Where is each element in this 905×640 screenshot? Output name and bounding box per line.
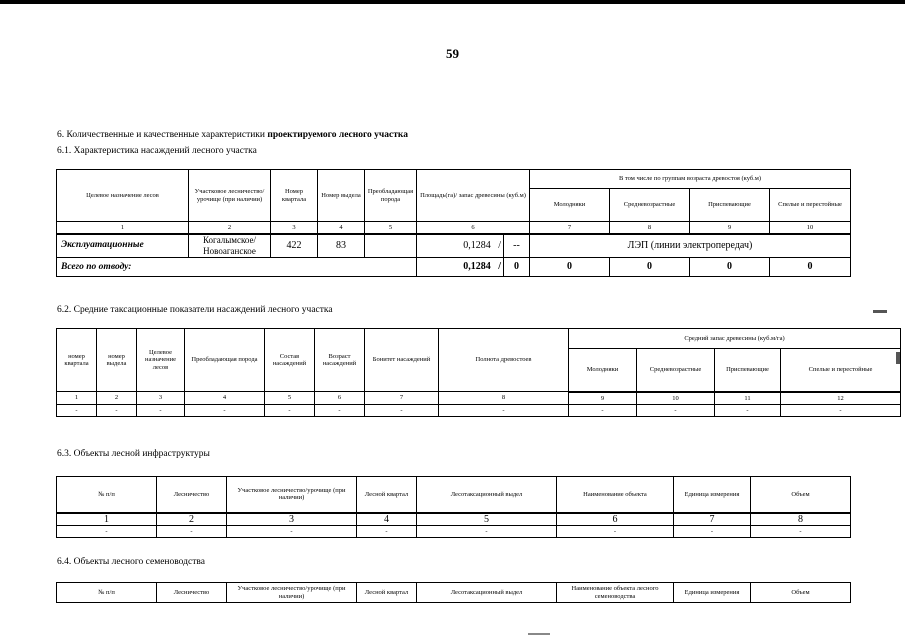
page-number: 59	[446, 46, 459, 61]
col-number: 10	[770, 222, 851, 234]
table-cell: 6	[557, 513, 674, 526]
scan-speck	[873, 310, 887, 313]
total-area	[417, 258, 504, 277]
header-quarter: номер квартала	[57, 329, 97, 392]
header-species: Преобладающая порода	[365, 170, 417, 222]
table-cell: 8	[751, 513, 851, 526]
header-volume: Объем	[751, 583, 851, 603]
header-forestry: Лесничество	[157, 583, 227, 603]
header-object: Наименование объекта лесного семеноводства	[557, 583, 674, 603]
table-cell: 5	[417, 513, 557, 526]
header-district: Участковое лесничество/урочище (при наличии)	[227, 477, 357, 513]
header-mature: Спелые и перестойные	[770, 189, 851, 222]
total-area-value: 0,1284	[463, 261, 491, 273]
table-cell: 4	[357, 513, 417, 526]
table-cell: -	[557, 526, 674, 538]
header-middle: Средневозрастные	[610, 189, 690, 222]
header-density: Полнота древостоев	[439, 329, 569, 392]
table-cell: 5	[265, 392, 315, 405]
table-cell: 3	[227, 513, 357, 526]
total-area-slash: /	[498, 261, 501, 273]
table-cell: -	[674, 526, 751, 538]
section-6-4-heading: 6.4. Объекты лесного семеноводства	[57, 557, 205, 567]
table-cell: -	[357, 526, 417, 538]
table-cell: -	[57, 526, 157, 538]
total-young: 0	[530, 258, 610, 277]
table-cell: 7	[365, 392, 439, 405]
total-maturing: 0	[690, 258, 770, 277]
header-volume: Объем	[751, 477, 851, 513]
total-label: Всего по отводу:	[57, 258, 417, 277]
table-cell: 12	[781, 392, 901, 405]
scan-speck	[896, 352, 900, 364]
table-cell: 7	[674, 513, 751, 526]
total-mature: 0	[770, 258, 851, 277]
header-purpose: Целевое назначение лесов	[57, 170, 189, 222]
header-maturing: Приспевающие	[690, 189, 770, 222]
table-cell: 1	[57, 392, 97, 405]
header-quarter: Лесной квартал	[357, 583, 417, 603]
row-purpose: Эксплуатационные	[57, 234, 189, 258]
header-forestry: Участковое лесничество/урочище (при наличии)	[189, 170, 271, 222]
table-cell: 3	[137, 392, 185, 405]
header-purpose: Целевое назначение лесов	[137, 329, 185, 392]
table-cell: -	[315, 405, 365, 417]
table-cell: 6	[315, 392, 365, 405]
section-6-title-bold: проектируемого лесного участка	[267, 130, 408, 140]
table-cell: -	[365, 405, 439, 417]
header-unit: Единица измерения	[674, 477, 751, 513]
header-object: Наименование объекта	[557, 477, 674, 513]
section-6-title-regular: 6. Количественные и качественные характеристики	[57, 130, 266, 140]
header-no: № п/п	[57, 477, 157, 513]
col-number: 3	[271, 222, 318, 234]
total-middle: 0	[610, 258, 690, 277]
table-cell: -	[57, 405, 97, 417]
header-quarter: Номер квартала	[271, 170, 318, 222]
row-section: 83	[318, 234, 365, 258]
row-area-slash: /	[498, 240, 501, 251]
header-section: Номер выдела	[318, 170, 365, 222]
table-cell: 4	[185, 392, 265, 405]
table-cell: 8	[439, 392, 569, 405]
table-cell: -	[97, 405, 137, 417]
table-cell: -	[265, 405, 315, 417]
header-age: Возраст насаждений	[315, 329, 365, 392]
header-mature: Спелые и перестойные	[781, 349, 901, 392]
table-cell: -	[185, 405, 265, 417]
row-note: ЛЭП (линии электропередач)	[530, 234, 851, 258]
header-maturing: Приспевающие	[715, 349, 781, 392]
table-cell: -	[637, 405, 715, 417]
total-volume: 0	[504, 258, 530, 277]
section-6-heading	[57, 130, 408, 140]
forest-seed-objects-table	[56, 582, 851, 603]
table-cell: -	[715, 405, 781, 417]
col-number: 9	[690, 222, 770, 234]
col-number: 6	[417, 222, 530, 234]
col-number: 8	[610, 222, 690, 234]
header-section: номер выдела	[97, 329, 137, 392]
table-cell: 9	[569, 392, 637, 405]
plantings-characteristics-table	[56, 169, 851, 277]
taxation-indicators-table	[56, 328, 901, 417]
col-number: 4	[318, 222, 365, 234]
table-cell: -	[751, 526, 851, 538]
table-cell: -	[417, 526, 557, 538]
header-avg-stock: Средний запас древесины (куб.м/га)	[569, 329, 901, 349]
row-volume: --	[504, 234, 530, 258]
col-number: 1	[57, 222, 189, 234]
header-no: № п/п	[57, 583, 157, 603]
header-unit: Единица измерения	[674, 583, 751, 603]
col-number: 2	[189, 222, 271, 234]
scan-speck	[528, 633, 550, 635]
table-cell: -	[439, 405, 569, 417]
row-species	[365, 234, 417, 258]
header-bonitet: Бонитет насаждений	[365, 329, 439, 392]
table-cell: -	[227, 526, 357, 538]
header-section: Лесотаксационный выдел	[417, 583, 557, 603]
table-cell: -	[137, 405, 185, 417]
table-cell: -	[781, 405, 901, 417]
table-cell: 10	[637, 392, 715, 405]
header-species: Преобладающая порода	[185, 329, 265, 392]
table-cell: 1	[57, 513, 157, 526]
header-forestry: Лесничество	[157, 477, 227, 513]
table-cell: 2	[97, 392, 137, 405]
section-6-3-heading: 6.3. Объекты лесной инфраструктуры	[57, 449, 210, 459]
section-6-1-heading: 6.1. Характеристика насаждений лесного участка	[57, 146, 257, 156]
table-cell: 11	[715, 392, 781, 405]
header-section: Лесотаксационный выдел	[417, 477, 557, 513]
row-area	[417, 234, 504, 258]
table-cell: -	[569, 405, 637, 417]
header-age-groups: В том числе по группам возраста древостоя (куб.м)	[530, 170, 851, 189]
table-cell: 2	[157, 513, 227, 526]
forest-infrastructure-table	[56, 476, 851, 538]
col-number: 5	[365, 222, 417, 234]
header-middle: Средневозрастные	[637, 349, 715, 392]
row-forestry: Когалымское/ Новоаганское	[189, 234, 271, 258]
header-composition: Состав насаждений	[265, 329, 315, 392]
table-cell: -	[157, 526, 227, 538]
header-young: Молодняки	[530, 189, 610, 222]
header-young: Молодняки	[569, 349, 637, 392]
col-number: 7	[530, 222, 610, 234]
header-district: Участковое лесничество/урочище (при наличии)	[227, 583, 357, 603]
top-scan-border	[0, 0, 905, 4]
header-quarter: Лесной квартал	[357, 477, 417, 513]
header-area: Площадь(га)/ запас древесины (куб.м)	[417, 170, 530, 222]
row-area-value: 0,1284	[463, 240, 491, 251]
section-6-2-heading: 6.2. Средние таксационные показатели насаждений лесного участка	[57, 305, 333, 315]
row-quarter: 422	[271, 234, 318, 258]
